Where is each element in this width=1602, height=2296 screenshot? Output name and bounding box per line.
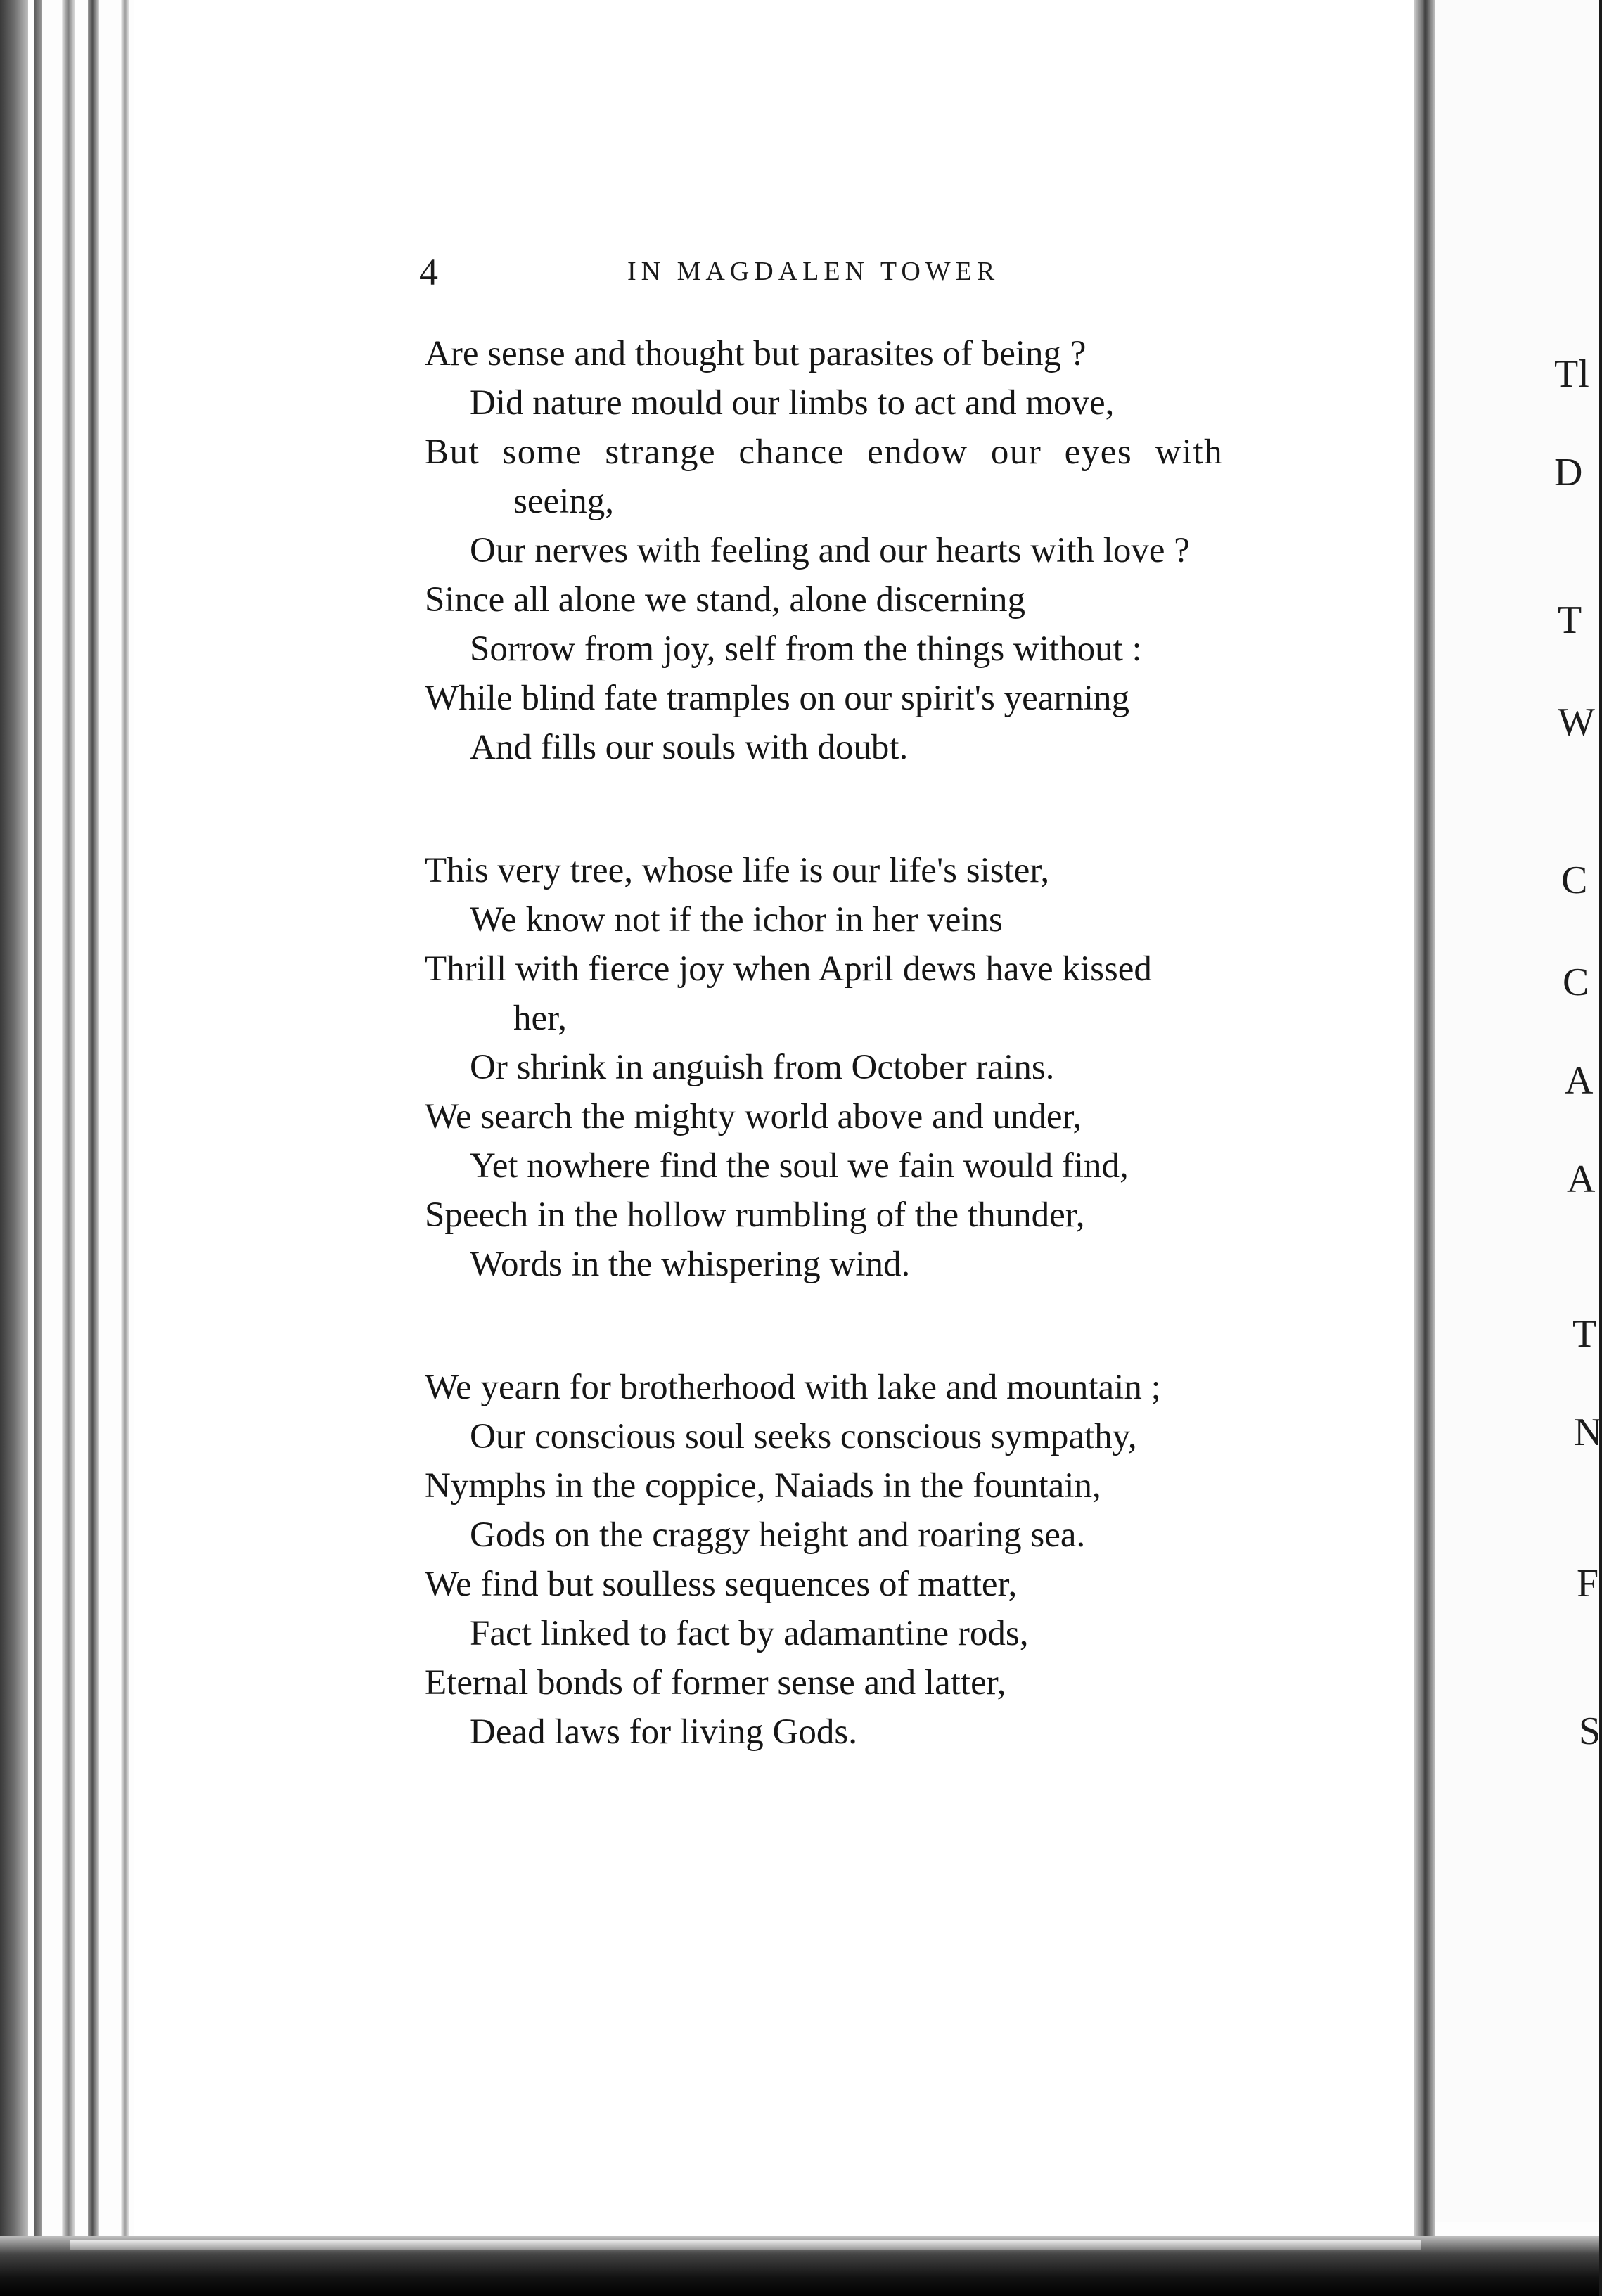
poem-line: Yet nowhere find the soul we fain would find,: [470, 1146, 1129, 1186]
poem: [425, 329, 1339, 1830]
facing-page-letter: S: [1579, 1710, 1601, 1753]
header-title: IN MAGDALEN TOWER: [627, 257, 1000, 286]
poem-line: Speech in the hollow rumbling of the thunder,: [425, 1195, 1085, 1235]
page-number: 4: [419, 251, 438, 293]
poem-line: Or shrink in anguish from October rains.: [470, 1048, 1055, 1087]
poem-line: Did nature mould our limbs to act and move,: [470, 383, 1115, 423]
facing-page-letter: F: [1577, 1562, 1599, 1605]
poem-line: Our nerves with feeling and our hearts with love ?: [470, 531, 1190, 570]
page-edge: [121, 0, 129, 2261]
page-edge: [88, 0, 99, 2261]
poem-line: Are sense and thought but parasites of being ?: [425, 334, 1087, 373]
poem-line: We yearn for brotherhood with lake and mountain ;: [425, 1368, 1161, 1407]
poem-line: Words in the whispering wind.: [470, 1245, 911, 1284]
poem-line: Since all alone we stand, alone discerning: [425, 580, 1025, 620]
stanza-1: [425, 329, 1339, 772]
facing-page-letter: T: [1572, 1312, 1597, 1356]
poem-line: Eternal bonds of former sense and latter,: [425, 1663, 1006, 1702]
facing-page-letter: Tl: [1554, 352, 1589, 396]
poem-line-turnover: her,: [513, 999, 567, 1038]
facing-page-letter: T: [1558, 598, 1582, 642]
poem-line: Sorrow from joy, self from the things without :: [470, 629, 1142, 669]
poem-line: And fills our souls with doubt.: [470, 728, 909, 767]
facing-page-letter: A: [1565, 1059, 1594, 1103]
running-head: [419, 250, 1108, 300]
poem-line: We find but soulless sequences of matter,: [425, 1565, 1018, 1604]
page-edge: [34, 0, 42, 2261]
book-binding: [0, 0, 28, 2296]
poem-line: Our conscious soul seeks conscious sympathy,: [470, 1417, 1137, 1456]
book-gutter: [1414, 0, 1435, 2250]
stanza-3: [425, 1363, 1339, 1757]
facing-page-letter: C: [1563, 961, 1589, 1004]
poem-line: Gods on the craggy height and roaring sea.: [470, 1515, 1086, 1555]
poem-line: But some strange chance endow our eyes with: [425, 432, 1224, 472]
poem-line: While blind fate tramples on our spirit's yearning: [425, 679, 1130, 718]
facing-page-letter: D: [1554, 451, 1583, 494]
facing-page: [1435, 0, 1602, 2222]
page-edge: [62, 0, 75, 2261]
poem-line: Thrill with fierce joy when April dews have kissed: [425, 949, 1152, 989]
facing-page-letter: C: [1561, 859, 1588, 902]
stanza-2: [425, 846, 1339, 1289]
poem-line-turnover: seeing,: [513, 482, 615, 521]
page-bottom-edge: [70, 2240, 1421, 2250]
poem-line: We know not if the ichor in her veins: [470, 900, 1003, 939]
facing-page-letter: W: [1558, 700, 1595, 744]
poem-line: We search the mighty world above and under,: [425, 1097, 1082, 1136]
poem-line: Dead laws for living Gods.: [470, 1712, 857, 1752]
poem-line: Nymphs in the coppice, Naiads in the fountain,: [425, 1466, 1101, 1506]
poem-line: Fact linked to fact by adamantine rods,: [470, 1614, 1029, 1653]
facing-page-letter: N: [1574, 1411, 1602, 1454]
poem-line: This very tree, whose life is our life's sister,: [425, 851, 1050, 890]
facing-page-letter: A: [1567, 1157, 1596, 1201]
